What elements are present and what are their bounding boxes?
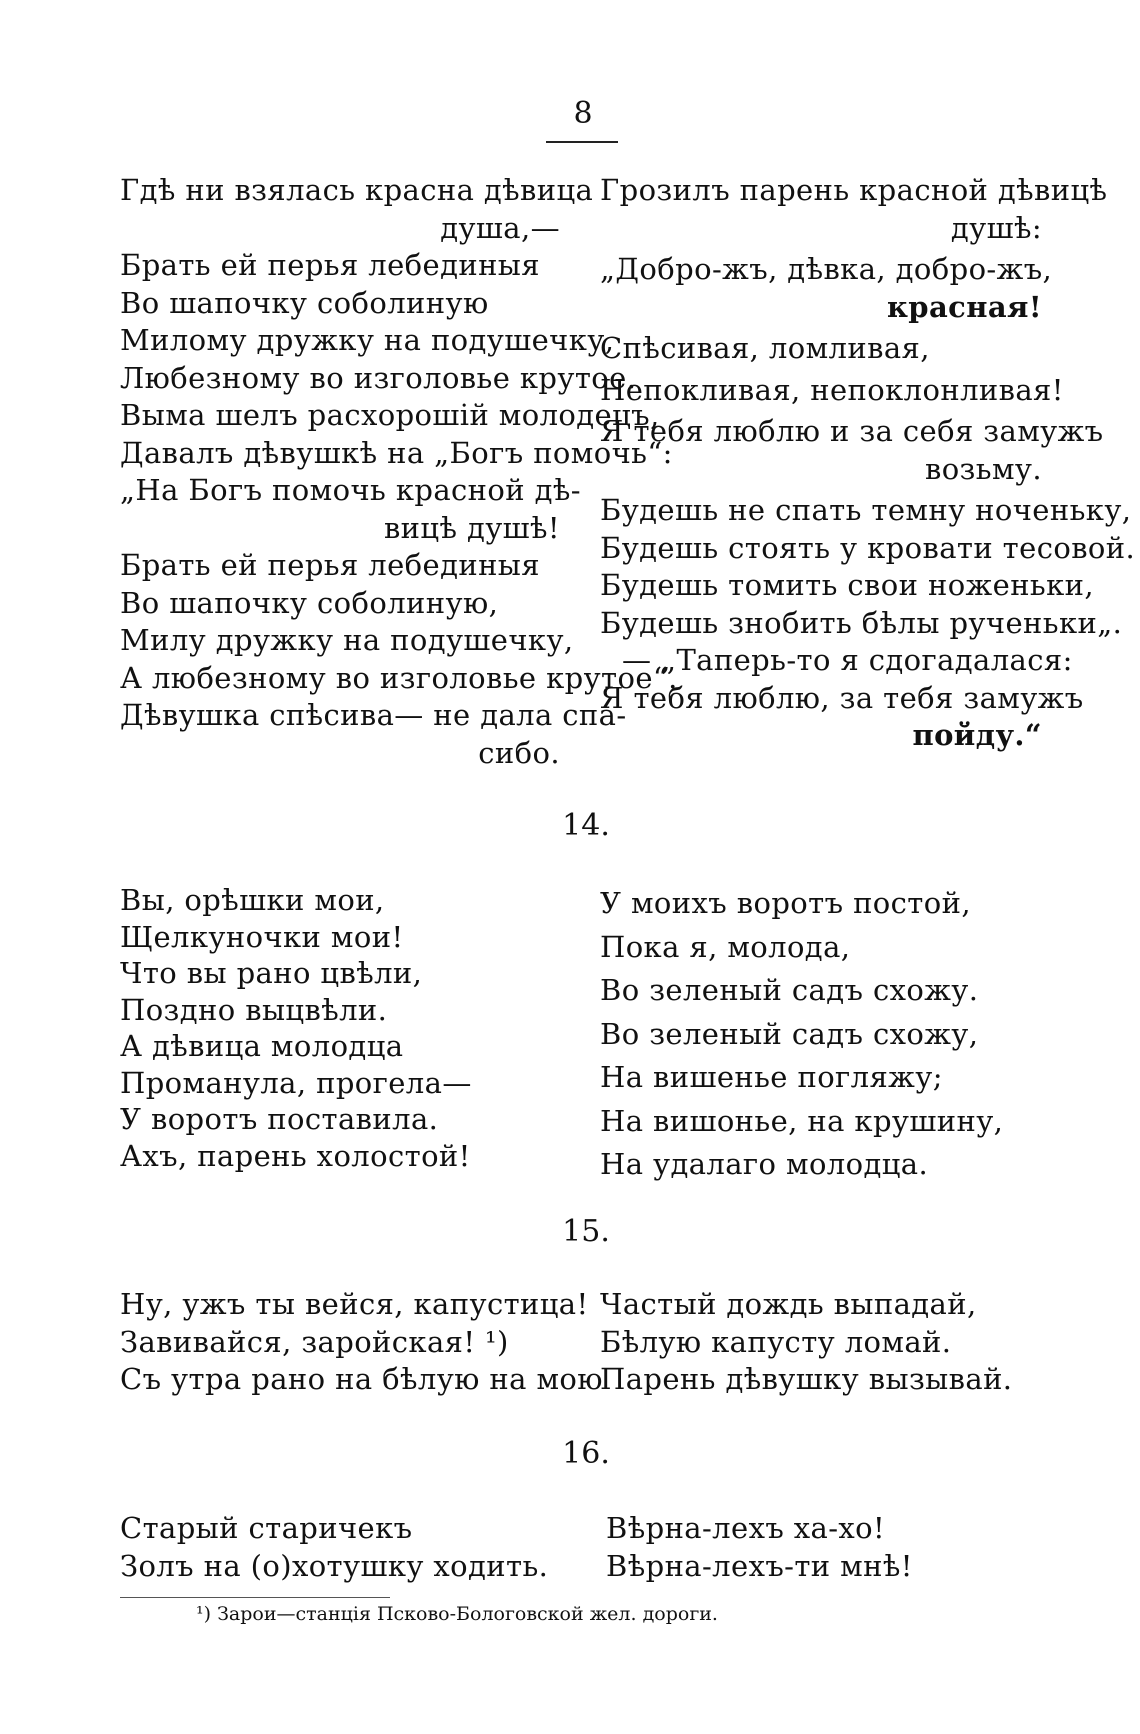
verse-line: Ну, ужъ ты вейся, капустица! <box>120 1287 589 1321</box>
verse-line: Частый дождь выпадай, <box>600 1287 977 1321</box>
verse-line: Гдѣ ни взялась красна дѣвица <box>120 173 594 207</box>
verse-line: Непокливая, непоклонливая! <box>600 372 1064 407</box>
verse-column-right <box>600 1286 1042 1399</box>
verse-line: „Добро-жъ, дѣвка, добро-жъ, <box>600 252 1053 286</box>
page-number-rule <box>546 141 618 143</box>
verse-line: Щелкуночки мои! <box>120 919 404 954</box>
section-number: 14. <box>562 808 610 843</box>
verse-column-left <box>120 882 560 1174</box>
section-number: 15. <box>562 1214 610 1249</box>
verse-line: Во шапочку соболиную, <box>120 585 499 620</box>
footnote: ¹) Зарои—станція Псково-Бологовской жел. дороги. <box>196 1603 718 1625</box>
verse-column-left <box>120 1510 570 1585</box>
verse-line: На вишонье, на крушину, <box>600 1103 1004 1138</box>
verse-line: Проманула, прогела— <box>120 1065 472 1100</box>
verse-line: Милу дружку на подушечку, <box>120 623 574 657</box>
verse-line: На удалаго молодца. <box>600 1147 929 1181</box>
verse-line: Брать ей перья лебединыя <box>120 248 540 282</box>
verse-line: „На Богъ помочь красной дѣ- <box>120 473 581 507</box>
verse-column-right <box>606 1510 1042 1585</box>
verse-line: Вы, орѣшки мои, <box>120 883 385 917</box>
verse-line: У воротъ поставила. <box>120 1102 439 1136</box>
verse-line: вицѣ душѣ! <box>383 510 560 545</box>
verse-line: Вымa шелъ расхорошій молодецъ, <box>120 398 660 432</box>
verse-line: Старый старичекъ <box>120 1511 413 1545</box>
verse-line: душа,— <box>440 210 560 245</box>
verse-line: красная! <box>886 289 1042 324</box>
verse-line: Будешь томить свои ноженьки, <box>600 568 1094 602</box>
verse-column-right <box>600 882 1042 1187</box>
verse-line: Будешь знобить бѣлы рученьки„. <box>600 605 1123 640</box>
verse-line: Пока я, молода, <box>600 929 851 964</box>
verse-line: Грозилъ парень красной дѣвицѣ <box>600 173 1108 207</box>
verse-line: Поздно выцвѣли. <box>120 992 388 1027</box>
verse-line: Брать ей перья лебединыя <box>120 548 540 582</box>
verse-line: Дѣвушка спѣсива— не дала спа- <box>120 698 627 732</box>
verse-line: Давалъ дѣвушкѣ на „Богъ помочь“: <box>120 435 673 470</box>
verse-line: Я тебя люблю, за тебя замужъ <box>600 680 1084 715</box>
verse-line: сибо. <box>478 735 560 770</box>
verse-line: Золъ на (о)хотушку ходить. <box>120 1548 549 1583</box>
section-number: 16. <box>562 1436 610 1471</box>
verse-line: возьму. <box>924 451 1042 486</box>
verse-line: Милому дружку на подушечку, <box>120 323 615 357</box>
verse-line: Во зеленый садъ схожу. <box>600 973 979 1007</box>
verse-column-right-top <box>600 172 1136 755</box>
verse-column-left <box>120 1286 603 1399</box>
verse-line: Бѣлую капусту ломай. <box>600 1324 952 1359</box>
page-number: 8 <box>573 96 593 131</box>
verse-line: Завивайся, заройская! ¹) <box>120 1324 509 1359</box>
verse-line: — „Таперь-то я сдогадалася: <box>622 643 1073 677</box>
verse-line: Будешь стоять у кровати тесовой. <box>600 530 1136 565</box>
verse-line: Во шапочку соболиную <box>120 285 489 320</box>
verse-line: Съ утра рано на бѣлую на мою <box>120 1362 603 1396</box>
verse-line: Во зеленый садъ схожу, <box>600 1016 979 1051</box>
verse-line: А любезному во изголовье крутое“. <box>120 660 678 695</box>
verse-line: Ахъ, парень холостой! <box>120 1138 471 1173</box>
verse-line: Спѣсивая, ломливая, <box>600 331 930 365</box>
verse-line: Любезному во изголовье крутое. <box>120 360 637 395</box>
verse-line: Вѣрна-лехъ ха-хо! <box>606 1511 886 1545</box>
verse-line: пойду.“ <box>912 718 1042 752</box>
verse-column-left-top <box>120 172 678 772</box>
verse-line: Я тебя люблю и за себя замужъ <box>600 414 1104 448</box>
verse-line: У моихъ воротъ постой, <box>600 886 971 920</box>
verse-line: На вишенье погляжу; <box>600 1060 943 1094</box>
footnote-rule <box>120 1597 390 1598</box>
verse-line: Вѣрна-лехъ-ти мнѣ! <box>606 1548 913 1583</box>
verse-line: Будешь не спать темну ноченьку, <box>600 493 1132 527</box>
verse-line: А дѣвица молодца <box>120 1029 404 1063</box>
verse-line: Что вы рано цвѣли, <box>120 956 423 990</box>
verse-line: Парень дѣвушку вызывай. <box>600 1362 1013 1396</box>
verse-line: душѣ: <box>950 210 1042 245</box>
